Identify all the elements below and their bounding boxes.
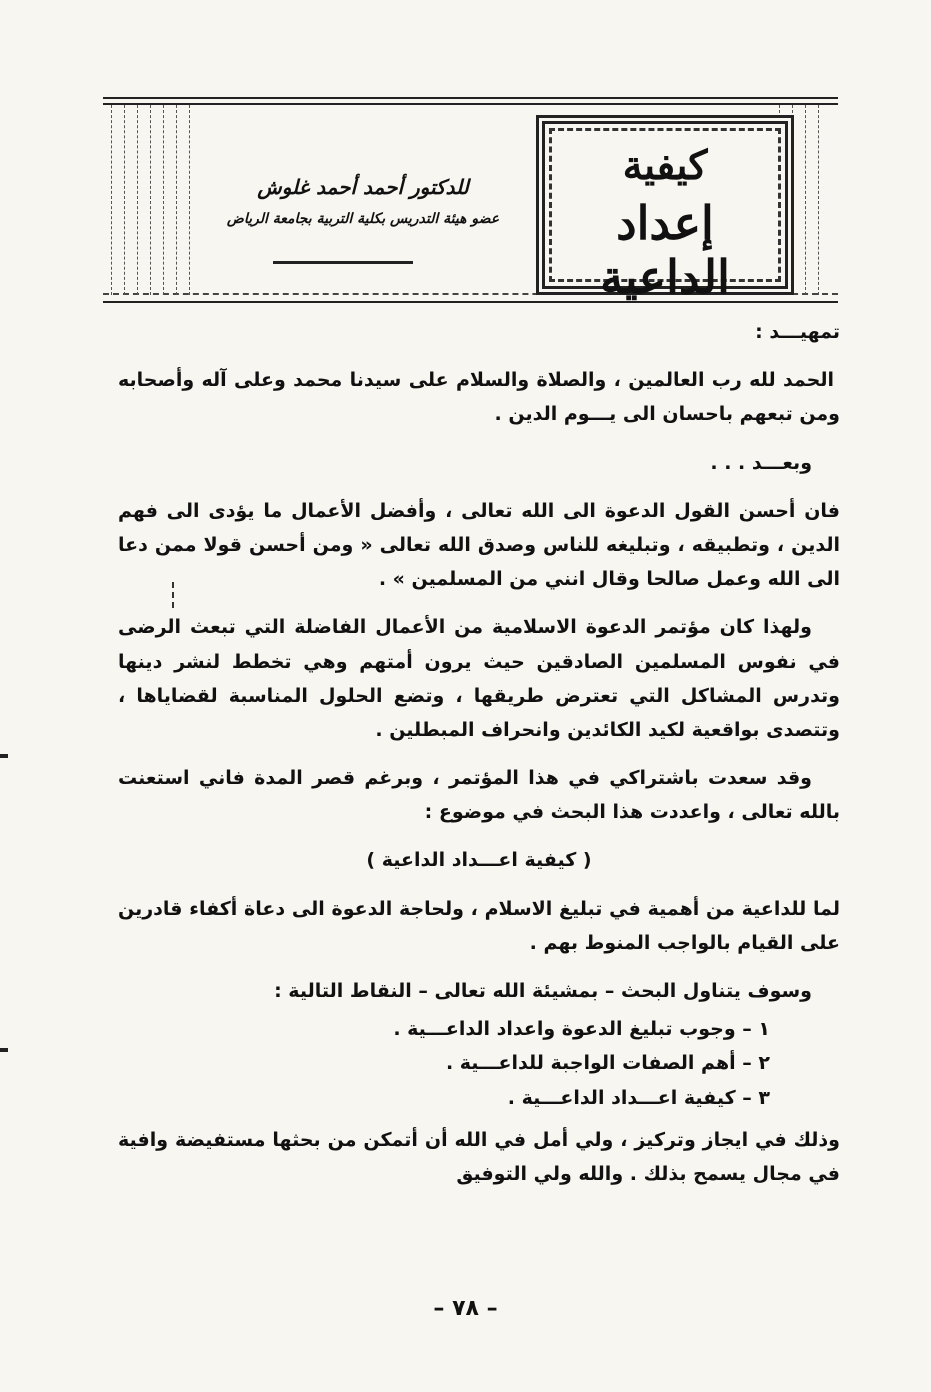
binding-mark <box>0 1048 8 1052</box>
article-header <box>103 97 838 303</box>
title-frame <box>536 115 794 304</box>
list-item: ١ – وجوب تبليغ الدعوة واعداد الداعـــية . <box>393 1018 770 1041</box>
paragraph-best-speech: فان أحسن القول الدعوة الى الله تعالى ، وأفضل الأعمال ما يؤدى الى فهم الدين ، وتطبيقه ، وتبليغه للناس وصدق الله تعالى « ومن أحسن قولا ممن دعا الى الله وعمل صالحا وقال انني من المسلمين » . <box>118 499 840 591</box>
margin-annotation-mark <box>172 582 177 608</box>
paragraph-closing: وذلك في ايجاز وتركيز ، ولي أمل في الله أن أتمكن من بحثها مستفيضة وافية في مجال يسمح بذلك . والله ولي التوفيق <box>118 1128 840 1185</box>
paragraph-praise: الحمد لله رب العالمين ، والصلاة والسلام على سيدنا محمد وعلى آله وأصحابه ومن تبعهم باحسان الى يـــوم الدين . <box>118 369 840 426</box>
article-body <box>118 315 840 1205</box>
title-line-1: كيفية <box>622 142 708 189</box>
page-number: – ٧٨ – <box>433 1296 498 1321</box>
section-heading: تمهيـــد : <box>755 321 840 343</box>
points-list <box>118 1012 840 1115</box>
list-item: ٢ – أهم الصفات الواجبة للداعـــية . <box>445 1052 770 1075</box>
author-affiliation: عضو هيئة التدريس بكلية التربية بجامعة الرياض <box>226 211 500 227</box>
author-block <box>208 175 518 227</box>
header-top-rule <box>103 97 838 99</box>
paragraph-points-intro: وسوف يتناول البحث – بمشيئة الله تعالى – النقاط التالية : <box>274 980 812 1002</box>
author-name: للدكتور أحمد أحمد غلوش <box>257 175 469 199</box>
binding-mark <box>0 754 8 758</box>
header-top-rule-inner <box>103 103 838 105</box>
paragraph-importance: لما للداعية من أهمية في تبليغ الاسلام ، ولحاجة الدعوة الى دعاة أكفاء قادرين على القيام بالواجب المنوط بهم . <box>118 897 840 954</box>
title-line-2: إعداد الداعية <box>600 196 730 304</box>
paragraph-then: وبعـــد . . . <box>710 451 812 474</box>
list-item: ٣ – كيفية اعـــداد الداعـــية . <box>507 1086 770 1109</box>
paragraph-conference: ولهذا كان مؤتمر الدعوة الاسلامية من الأعمال الفاضلة التي تبعث الرضى في نفوس المسلمين الصادقين حيث يرون أمتهم وهي تخطط لنشر دينها وتدرس المشاكل التي تعترض طريقها ، وتضع الحلول المناسبة لقضاياها ، وتتصدى بواقعية لكيد الكائدين وانحراف المبطلين . <box>118 616 840 741</box>
research-topic-title: ( كيفية اعـــداد الداعية ) <box>366 849 592 872</box>
author-underline <box>273 261 413 264</box>
left-stripe-ornament <box>111 105 190 295</box>
paragraph-participation: وقد سعدت باشتراكي في هذا المؤتمر ، وبرغم قصر المدة فاني استعنت بالله تعالى ، واعددت هذا البحث في موضوع : <box>118 767 840 824</box>
